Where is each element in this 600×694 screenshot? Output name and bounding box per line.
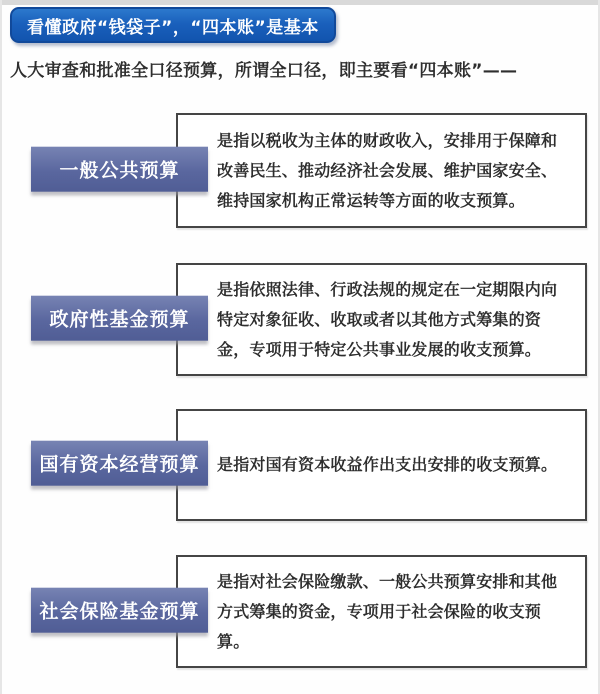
budget-description: 是指对国有资本收益作出支出安排的收支预算。	[217, 455, 558, 474]
budget-label: 国有资本经营预算	[39, 453, 200, 476]
budget-label: 社会保险基金预算	[39, 600, 200, 623]
description-box	[176, 555, 587, 668]
budget-label-box	[31, 441, 208, 486]
budget-section-government-funds	[2, 263, 600, 376]
description-box	[176, 263, 587, 376]
description-box	[176, 113, 587, 228]
budget-label-box	[31, 146, 208, 191]
page-title: 看懂政府“钱袋子”，“四本账”是基本	[27, 17, 319, 38]
description-box	[176, 409, 587, 521]
budget-description: 是指以税收为主体的财政收入，安排用于保障和改善民生、推动经济社会发展、维护国家安全、维持国家机构正常运转等方面的收支预算。	[217, 130, 558, 210]
budget-label: 一般公共预算	[59, 159, 180, 182]
budget-description: 是指对社会保险缴款、一般公共预算安排和其他方式筹集的资金，专项用于社会保险的收支预算。	[217, 571, 558, 651]
budget-label-box	[31, 295, 208, 340]
budget-section-social-insurance	[2, 555, 600, 668]
budget-section-general-public	[2, 113, 600, 228]
title-banner	[10, 7, 336, 43]
budget-label: 政府性基金预算	[49, 308, 190, 331]
scan-edge-strip	[2, 0, 598, 5]
budget-section-state-capital	[2, 409, 600, 521]
budget-description: 是指依照法律、行政法规的规定在一定期限内向特定对象征收、收取或者以其他方式筹集的资金，专项用于特定公共事业发展的收支预算。	[217, 279, 558, 359]
page-subtitle: 人大审查和批准全口径预算，所谓全口径，即主要看“四本账”——	[10, 61, 518, 81]
budget-label-box	[31, 587, 208, 632]
